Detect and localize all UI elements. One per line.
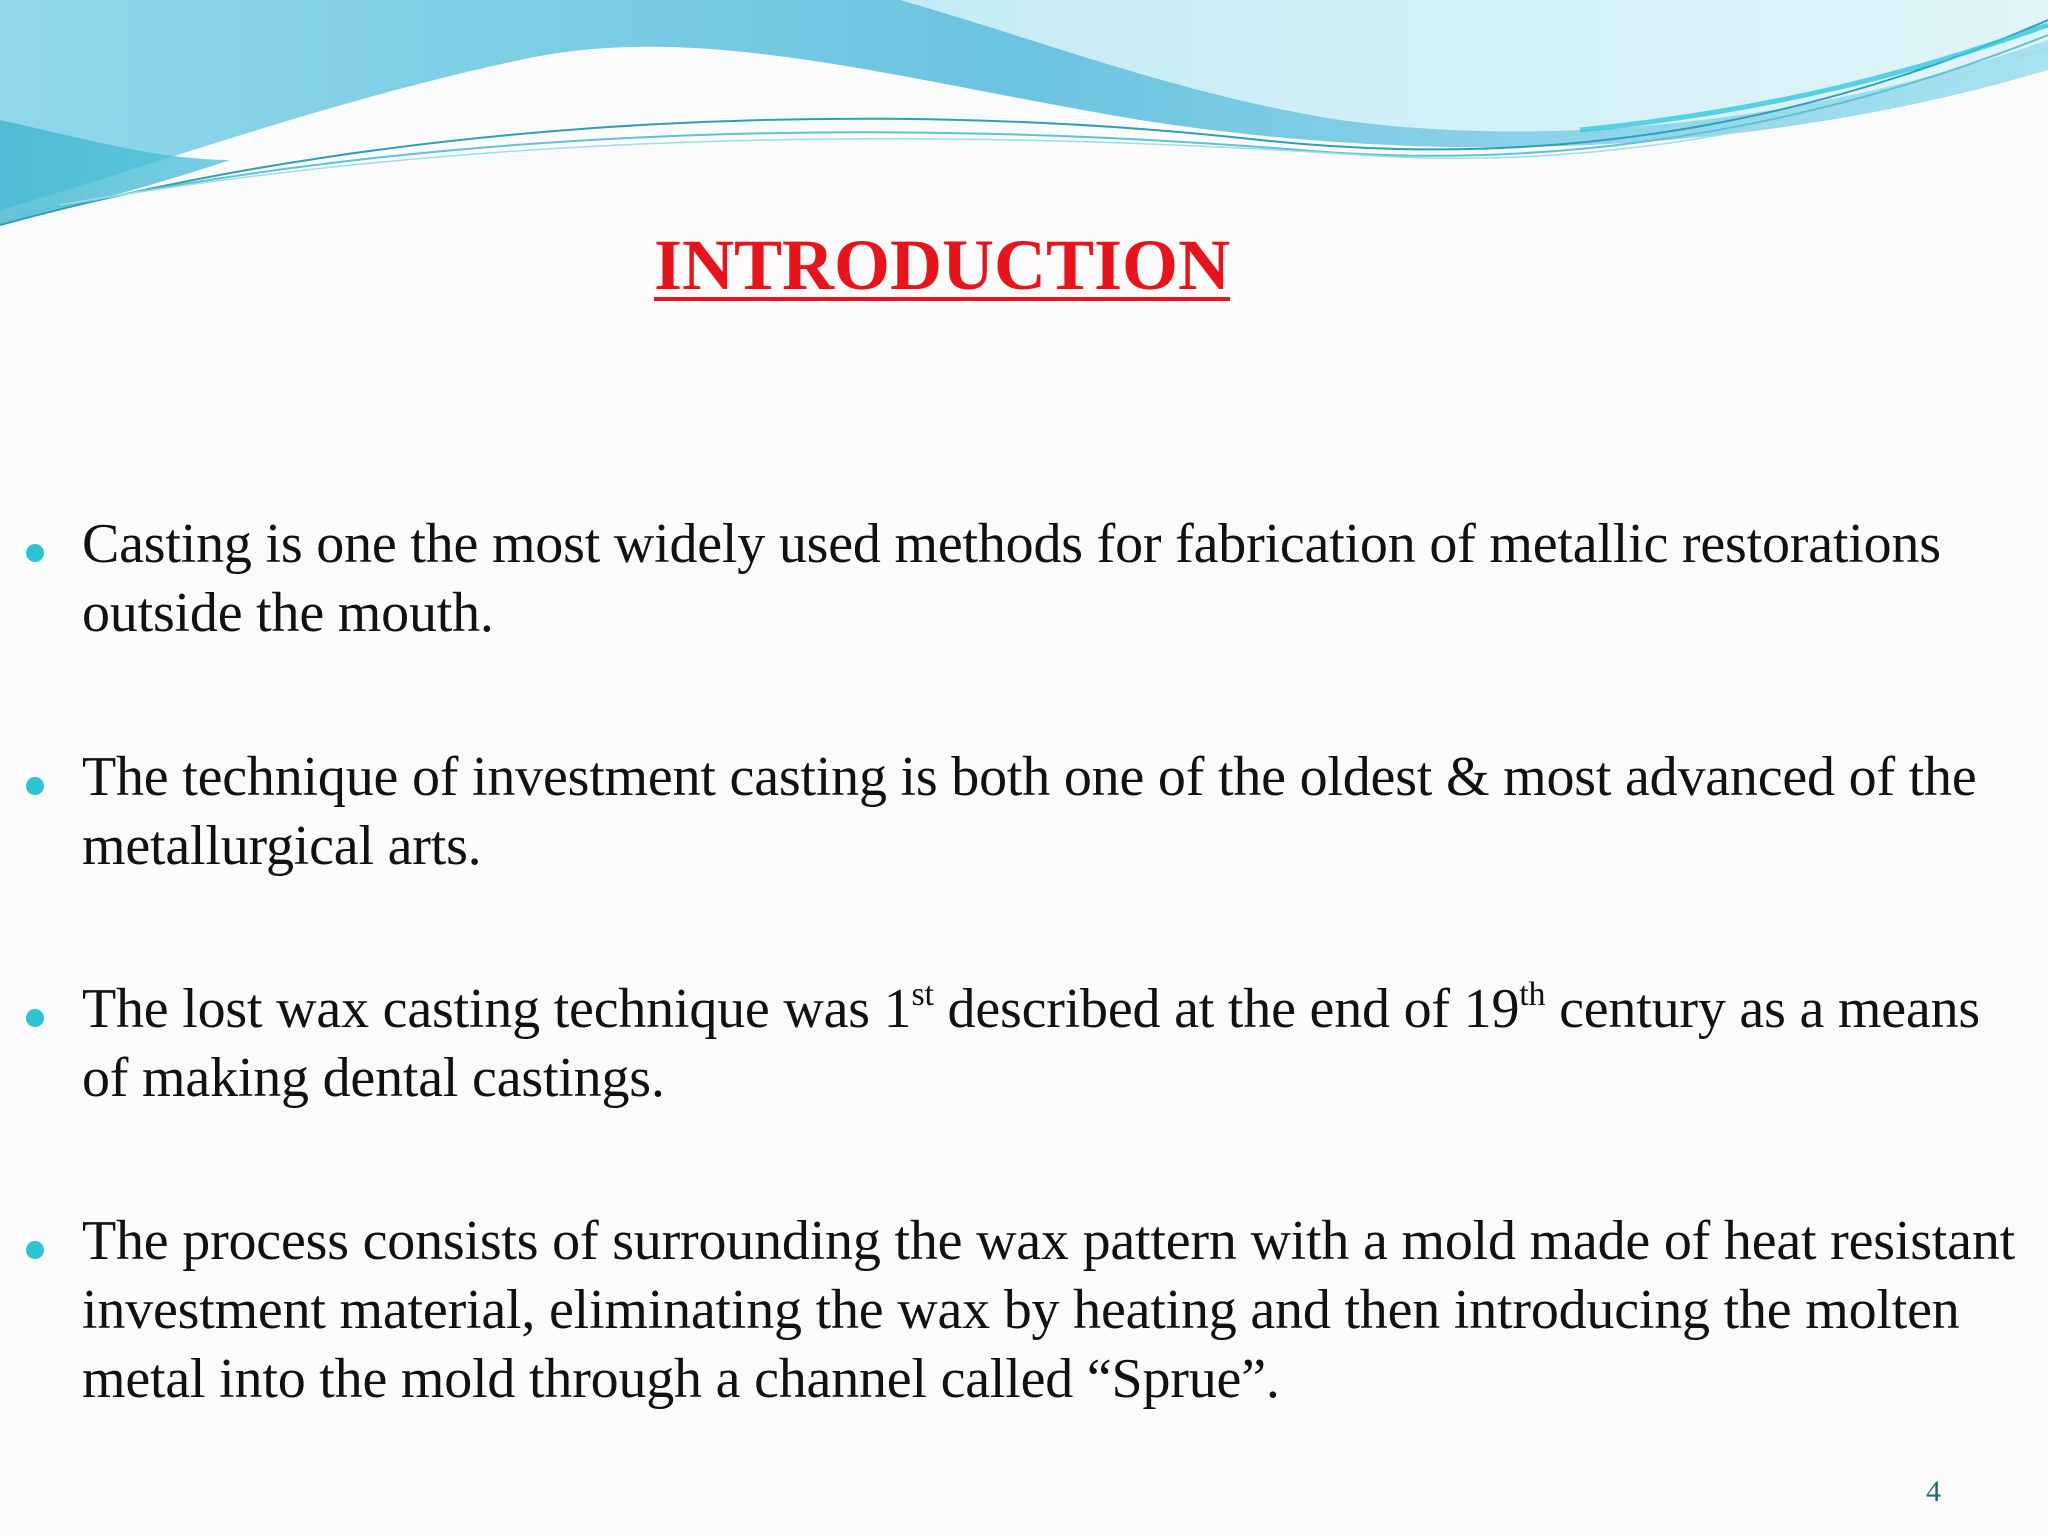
bullet-text-part: The process consists of surrounding the wax pattern with a mold made of heat resistant investment material, eliminating the wax by heating and then introducing the molten metal into the mold through a channel called “Sprue”. [82, 1210, 2015, 1410]
bullet-text [82, 510, 2022, 648]
bullet-text [82, 975, 2022, 1113]
slide-title: INTRODUCTION [653, 225, 1231, 305]
bullet-dot-icon [26, 777, 44, 795]
page-number: 4 [1926, 1475, 1941, 1508]
bullet-text-part: The technique of investment casting is both one of the oldest & most advanced of the metallurgical arts. [82, 746, 1977, 877]
bullet-dot-icon [26, 1241, 44, 1259]
superscript-ordinal: st [911, 976, 934, 1013]
bullet-text-part: described at the end of 19 [933, 978, 1520, 1040]
bullet-text [82, 743, 2022, 881]
bullet-dot-icon [26, 1009, 44, 1027]
header-wave-decoration [0, 0, 2048, 240]
bullet-dot-icon [26, 544, 44, 562]
bullet-text [82, 1207, 2022, 1414]
bullet-text-part: century as a means of making dental castings. [82, 978, 1980, 1109]
bullet-text-part: Casting is one the most widely used methods for fabrication of metallic restorations outside the mouth. [82, 513, 1941, 644]
superscript-ordinal: th [1519, 976, 1546, 1013]
bullet-text-part: The lost wax casting technique was 1 [82, 978, 912, 1040]
